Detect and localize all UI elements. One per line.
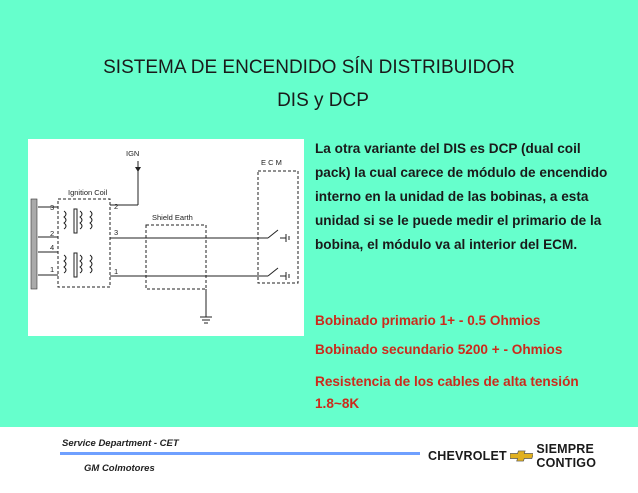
brand-name: CHEVROLET — [428, 449, 507, 463]
ecm-box — [258, 171, 298, 283]
ign-label: IGN — [126, 149, 140, 158]
spec-secondary-winding: Bobinado secundario 5200 + - Ohmios — [315, 342, 563, 357]
cyl-label: 4 — [50, 243, 55, 252]
cyl-label: 2 — [50, 229, 55, 238]
pin-label: 1 — [114, 267, 119, 276]
ground-icon — [200, 317, 212, 323]
cyl-label: 3 — [50, 203, 55, 212]
spec-primary-winding: Bobinado primario 1+ - 0.5 Ohmios — [315, 313, 541, 328]
brand-slogan: SIEMPRE CONTIGO — [536, 442, 597, 470]
bowtie-icon — [510, 450, 534, 462]
ecm-switch-icon — [258, 230, 289, 242]
spark-plug-bar — [31, 199, 37, 289]
ignition-coil-label: Ignition Coil — [68, 188, 108, 197]
ecm-switch-icon — [258, 268, 289, 280]
footer-company: GM Colmotores — [84, 463, 155, 474]
slide-subtitle: DIS y DCP — [277, 90, 369, 111]
shield-earth-label: Shield Earth — [152, 213, 193, 222]
slide-title: SISTEMA DE ENCENDIDO SÍN DISTRIBUIDOR — [103, 57, 515, 78]
wiring-diagram — [28, 139, 304, 336]
chevrolet-logo — [428, 442, 638, 470]
ecm-label: E C M — [261, 158, 282, 167]
shield-earth-box — [146, 225, 206, 289]
spec-cable-resistance: Resistencia de los cables de alta tensión 1.8~8K — [315, 374, 579, 411]
cyl-label: 1 — [50, 265, 55, 274]
pin-label: 3 — [114, 228, 119, 237]
description-paragraph: La otra variante del DIS es DCP (dual coil pack) la cual carece de módulo de encendido interno en la unidad de las bobinas, a esta unidad si se le puede medir el primario de la bobina, el módulo va al interior del ECM. — [315, 141, 608, 252]
pin-label: 2 — [114, 202, 119, 211]
footer-department: Service Department - CET — [62, 438, 179, 449]
footer-divider — [60, 452, 420, 455]
